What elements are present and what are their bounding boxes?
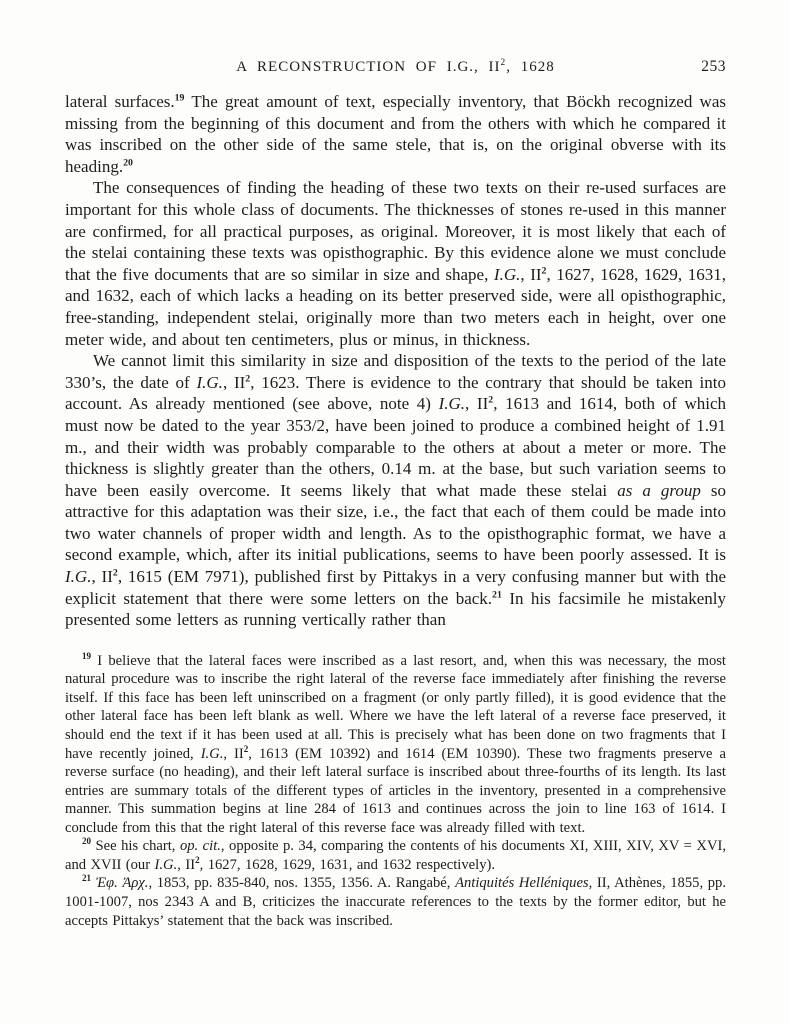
footnote: $^{20}$ See his chart, op. cit., opposite p. 34, comparing the contents of his documents XI, XIII, XIV, XV = XVI, and XVII (our I.G., $II^2$, 1627, 1628, 1629, 1631, and 1632 respectively). bbox=[65, 836, 726, 873]
paragraph: The consequences of finding the heading of these two texts on their re-used surfaces are important for this whole class of documents. The thicknesses of stones re-used in this manner are confirmed, for all practical purposes, as original. Moreover, it is most likely that each of the stelai containing these texts was opisthographic. By this evidence alone we must conclude that the five documents that are so similar in size and shape, I.G., $II^2$, 1627, 1628, 1629, 1631, and 1632, each of which lacks a heading on its better preserved side, were all opisthographic, free-standing, independent stelai, originally more than two meters each in height, over one meter wide, and about ten centimeters, plus or minus, in thickness. bbox=[65, 178, 726, 349]
footnotes bbox=[65, 652, 726, 930]
paragraph: lateral surfaces.$^{19}$ The great amount of text, especially inventory, that Böckh recognized was missing from the beginning of this document and from the others with which he compared it was inscribed on the other side of the same stele, that is, on the original obverse with its heading.$^{20}$ bbox=[65, 92, 726, 176]
body-text bbox=[65, 91, 726, 631]
footnote: $^{21}$ Ἐφ. Ἀρχ., 1853, pp. 835-840, nos. 1355, 1356. A. Rangabé, Antiquités Helléniques, II, Athènes, 1855, pp. 1001-1007, nos 2343 A and B, criticizes the inaccurate references to the texts by the former editor, but he accepts Pittakys’ statement that the back was inscribed. bbox=[65, 873, 727, 929]
paragraph: We cannot limit this similarity in size and disposition of the texts to the period of the late 330’s, the date of I.G., $II^2$, 1623. There is evidence to the contrary that should be taken into account. As already mentioned (see above, note 4) I.G., $II^2$, 1613 and 1614, both of which must now be dated to the year 353/2, have been joined to produce a combined height of 1.91 m., and their width was probably comparable to the others at about a meter or more. The thickness is slightly greater than the others, 0.14 m. at the base, but such variation seems to have been easily overcome. It seems likely that what made these stelai as a group so attractive for this adaptation was their size, i.e., the fact that each of them could be made into two water channels of proper width and length. As to the opisthographic format, we have a second example, which, after its initial publications, seems to have been poorly assessed. It is I.G., $II^2$, 1615 (EM 7971), published first by Pittakys in a very confusing manner but with the explicit statement that there were some letters on the back.$^{21}$ In his facsimile he mistakenly presented some letters as running vertically rather than bbox=[65, 351, 726, 630]
text-block bbox=[65, 58, 726, 930]
footnote: $^{19}$ I believe that the lateral faces were inscribed as a last resort, and, when this was necessary, the most natural procedure was to inscribe the right lateral of the reverse face immediately after finishing the reverse itself. If this face has been left uninscribed on a fragment (or only partly filled), it is good evidence that the other lateral face has been left blank as well. Where we have the left lateral of a reverse face preserved, it should end the text if it has been used at all. This is precisely what has been done on two fragments that I have recently joined, I.G., $II^2$, 1613 (EM 10392) and 1614 (EM 10390). These two fragments preserve a reverse surface (no heading), and their left lateral surface is inscribed about three-fourths of its length. Its last entries are summary totals of the different types of articles in the inventory, presented in a comprehensive manner. This summation begins at line 284 of 1613 and continues across the join to line 163 of 1614. I conclude from this that the right lateral of this reverse face was already filled with text. bbox=[65, 650, 726, 836]
header-title: A RECONSTRUCTION OF I.G., $II^2$, 1628 bbox=[236, 58, 555, 75]
page-number: 253 bbox=[701, 58, 726, 75]
running-header bbox=[65, 58, 726, 80]
